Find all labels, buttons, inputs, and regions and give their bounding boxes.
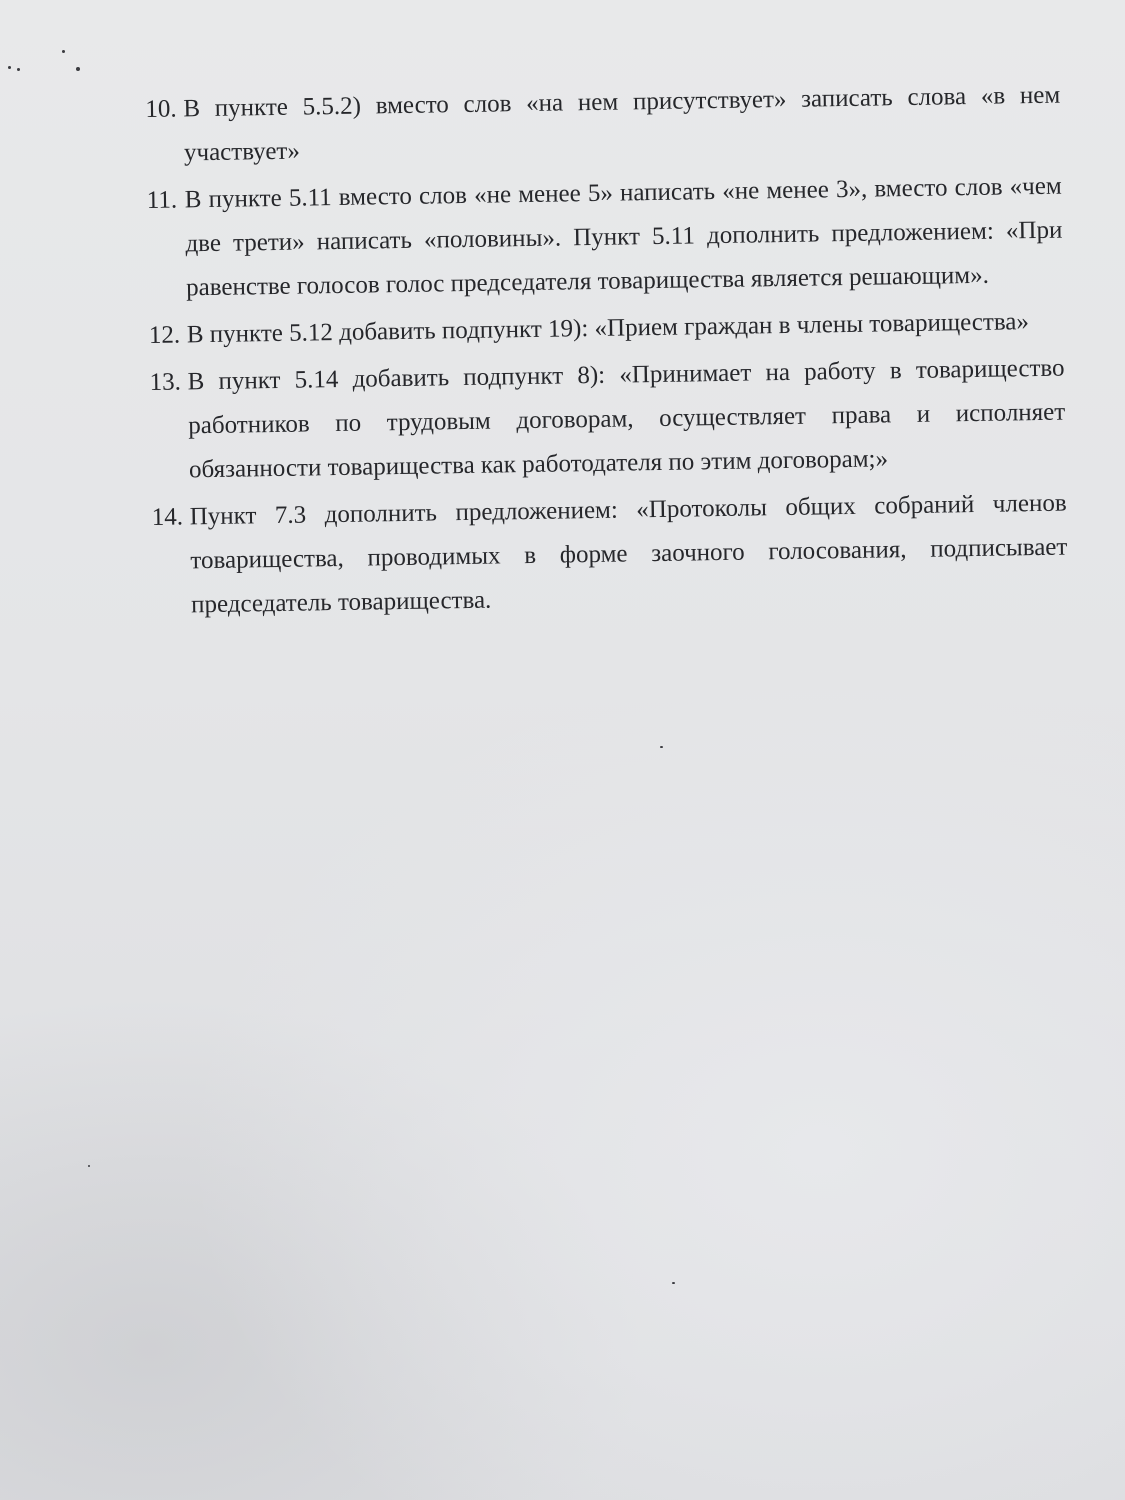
item-text: В пункте 5.5.2) вместо слов «на нем присутствует» записать слова «в нем участвует» (183, 81, 1061, 167)
paper-speck (660, 746, 663, 748)
item-number: 14. (151, 503, 184, 531)
list-item (145, 74, 1061, 176)
paper-speck (76, 67, 80, 71)
paper-speck (88, 1165, 90, 1167)
item-text: В пункте 5.12 добавить подпункт 19): «Прием граждан в члены товарищества» (186, 308, 1030, 349)
list-item (151, 482, 1068, 628)
item-number: 13. (149, 368, 182, 396)
item-number: 10. (145, 95, 177, 123)
item-text: В пункт 5.14 добавить подпункт 8): «Принимает на работу в товарищество работников по трудовым договорам, осуществляет права и исполняет обязанности товарищества как работодателя по этим договорам;» (187, 354, 1066, 484)
paper-speck (672, 1282, 675, 1284)
item-number: 11. (146, 186, 178, 214)
item-text: В пункте 5.11 вместо слов «не менее 5» написать «не менее 3», вместо слов «чем две трети» написать «половины». Пункт 5.11 дополнить предложением: «При равенстве голосов голос председателя товарищества является решающим». (184, 172, 1063, 302)
paper-speck (8, 66, 11, 69)
amendments-list (145, 74, 1068, 631)
item-text: Пункт 7.3 дополнить предложением: «Протоколы общих собраний членов товарищества, проводимых в форме заочного голосования, подписывает председатель товарищества. (189, 489, 1068, 619)
paper-speck (62, 50, 65, 53)
item-number: 12. (148, 321, 181, 349)
paper-speck (17, 68, 20, 71)
list-item (149, 347, 1066, 493)
list-item (146, 165, 1063, 311)
